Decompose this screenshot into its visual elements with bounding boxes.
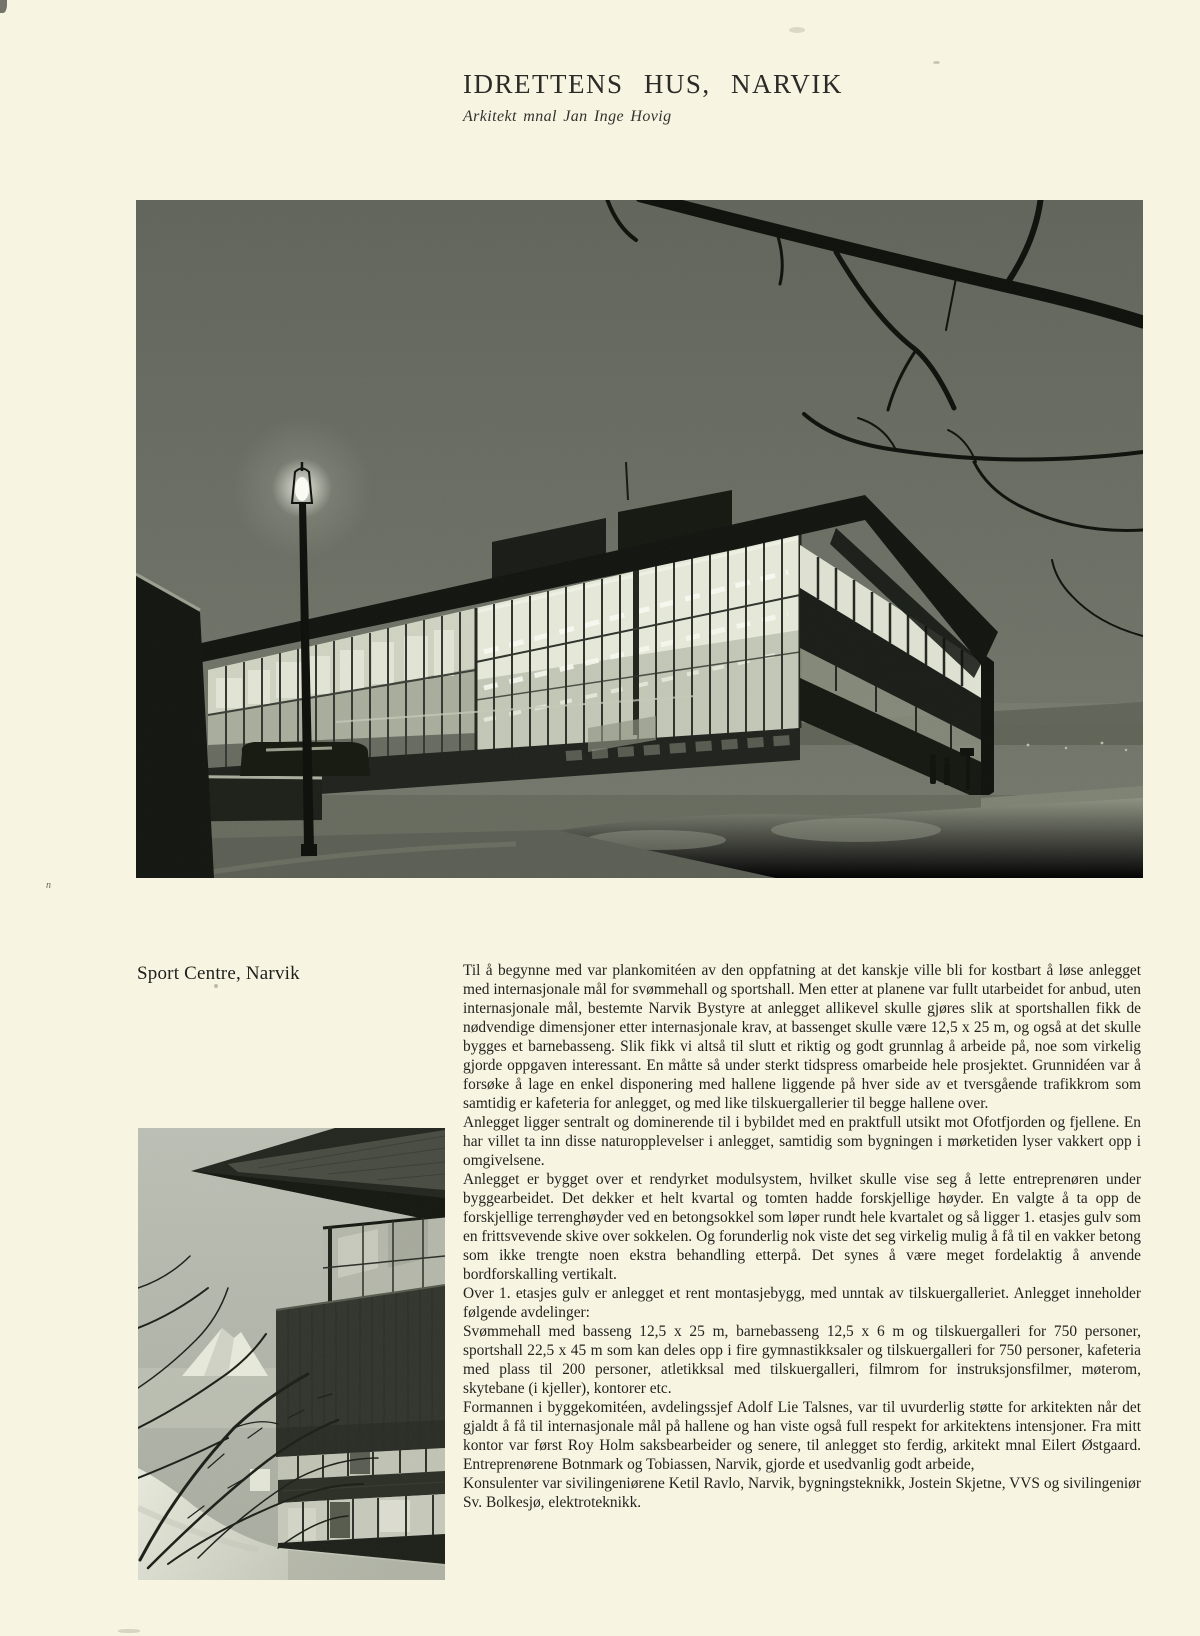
scan-speck: [214, 984, 218, 988]
paragraph: Formannen i byggekomitéen, avdelingssjef Adolf Lie Talsnes, var til uvurderlig støtte for arkitekten når det gjaldt å få til internasjonale mål på hallene og han viste også full respekt for arkitektens intensjoner. Fra mitt kontor var først Roy Holm saksbearbeider og senere, til anlegget sto ferdig, arkitekt mnal Eilert Østgaard. Entreprenørene Botnmark og Tobiassen, Narvik, gjorde et usedvanlig godt arbeide,: [463, 1399, 1141, 1473]
paragraph: Til å begynne med var plankomitéen av den oppfatning at det kanskje ville bli for kostbart å løse anlegget med internasjonale mål for svømmehall og sportshall. Men etter at planene var fullt utarbeidet for anbud, uten internasjonale mål, bestemte Narvik Bystyre at anlegget allikevel skulle gjøres slik at sportshallen fikk de nødvendige dimensjoner etter internasjonale krav, at bassenget skulle være 12,5 x 25 m, og også at det skulle bygges et barnebasseng. Slik fikk vi altså til slutt et riktig og godt grunnlag å arbeide på, noe som virkelig gjorde oppgaven interessant. En måtte så under sterkt tidspress omarbeide hele prosjektet. Grunnidéen var å forsøke å lage en enkel disponering med hallene liggende på hver side av et tversgående trafikkrom som samtidig er kafeteria for anlegget, og med like tilskuergallerier til begge hallene over.: [463, 962, 1141, 1112]
scan-speck: [933, 61, 940, 64]
main-photo-night-view: [136, 200, 1143, 878]
paragraph: Anlegget ligger sentralt og dominerende til i bybildet med en praktfull utsikt mot Ofotfjorden og fjellene. En har villet ta inn disse naturopplevelser i anlegget, samtidig som bygningen i mørketiden lyser vakkert opp i omgivelsene.: [463, 1114, 1141, 1169]
detail-photo-building-corner: [138, 1128, 445, 1580]
page-title: IDRETTENS HUS, NARVIK: [463, 69, 843, 99]
paragraph: Svømmehall med basseng 12,5 x 25 m, barnebasseng 12,5 x 6 m og tilskuergalleri for 750 personer, sportshall 22,5 x 45 m som kan deles opp i fire gymnastikksaler og tilskuergalleri for 750 personer, kafeteria med plass til 200 personer, atletikksal med tilskuergalleri, filmrom for instruksjonsfilmer, møterom, skytebane (i kjeller), kontorer etc.: [463, 1323, 1141, 1397]
paragraph: Konsulenter var sivilingeniørene Ketil Ravlo, Narvik, bygningsteknikk, Jostein Skjetne, VVS og sivilingeniør Sv. Bolkesjø, elektroteknikk.: [463, 1475, 1141, 1511]
paragraph: Anlegget er bygget over et rendyrket modulsystem, hvilket skulle vise seg å lette entreprenøren under byggearbeidet. Det dekker et helt kvartal og tomten hadde forskjellige høyder. En valgte å ta opp de forskjellige terrenghøyder ved en betongsokkel som løper rundt hele kvartalet og så ligger 1. etasjes gulv som en frittsvevende skive over sokkelen. Og forunderlig nok viste det seg virkelig mulig å få til en vakker betong som ikke trengte noen ekstra behandling etterpå. Det synes å være meget fordelaktig å anvende bordforskalling vertikalt.: [463, 1171, 1141, 1283]
photo-caption: Sport Centre, Narvik: [137, 963, 300, 984]
paragraph: Over 1. etasjes gulv er anlegget et rent montasjebygg, med unntak av tilskuergalleriet. Anlegget inneholder følgende avdelinger:: [463, 1285, 1141, 1321]
margin-mark: n: [46, 880, 51, 891]
detail-photo-illustration: [138, 1128, 445, 1580]
scan-speck: [118, 1629, 140, 1633]
scan-speck: [0, 0, 7, 13]
article-body: [463, 961, 1141, 1512]
photo-grain-detail: [138, 1128, 445, 1580]
photo-grain: [136, 200, 1143, 878]
architect-byline: Arkitekt mnal Jan Inge Hovig: [463, 108, 672, 125]
scan-speck: [789, 27, 805, 33]
night-photo-illustration: [136, 200, 1143, 878]
